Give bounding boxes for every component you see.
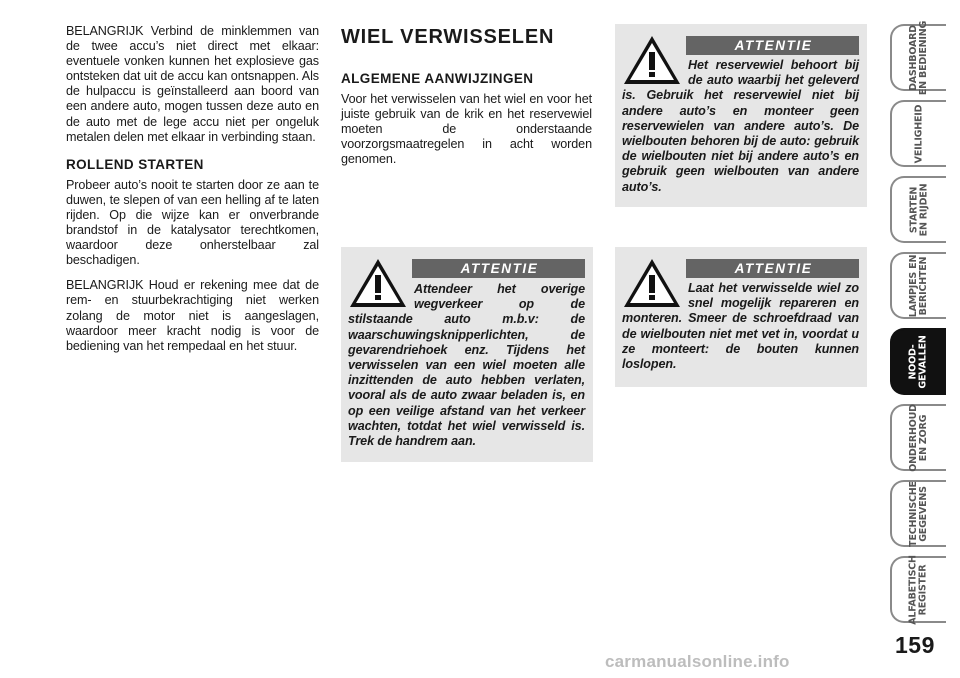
- watermark: carmanualsonline.info: [605, 652, 790, 671]
- tab-label: TECHNISCHE GEGEVENS: [908, 480, 930, 547]
- tab-label: DASHBOARD EN BEDIENING: [908, 20, 930, 95]
- general-instructions-heading: ALGEMENE AANWIJZINGEN: [341, 71, 534, 86]
- tab-label: LAMPJES EN BERICHTEN: [908, 254, 929, 317]
- tab-label: ALFABETISCH REGISTER: [908, 554, 929, 625]
- tab-emergencies[interactable]: [890, 328, 946, 395]
- attentie-banner: ATTENTIE: [686, 36, 859, 55]
- warning-text: Laat het verwisselde wiel zo snel mogelijk repareren en monteren. Smeer de schroefdraad van de wielbouten niet met vet in, voordat u ze monteert: de bouten kunnen loslopen.: [622, 281, 859, 372]
- general-instructions-paragraph: Voor het verwisselen van het wiel en voor het juiste gebruik van de krik en het reservewiel moeten de onderstaande voorzorgsmaatregelen in acht worden genomen.: [341, 92, 592, 167]
- warning-box-traffic: [341, 247, 593, 462]
- tab-label: NOOD- GEVALLEN: [907, 334, 929, 389]
- tab-safety[interactable]: [890, 100, 946, 167]
- attentie-banner: ATTENTIE: [412, 259, 585, 278]
- warning-text: Attendeer het overige wegverkeer op de stilstaande auto m.b.v: de waarschuwingsknipperlichten, de gevarendriehoek enz. Tijdens het verwisselen van een wiel moeten alle inzittenden de auto hebben verlaten, vooral als de auto zwaar beladen is, en op een veilige afstand van het verkeer wachten, totdat het wiel verwisseld is. Trek de handrem aan.: [348, 282, 585, 449]
- warning-box-repair: [615, 247, 867, 387]
- page-number: 159: [895, 632, 935, 658]
- middle-column: [341, 24, 592, 177]
- tab-label: STARTEN EN RIJDEN: [907, 183, 929, 236]
- attentie-banner: ATTENTIE: [686, 259, 859, 278]
- warning-triangle-icon: [622, 257, 682, 309]
- tab-label: VEILIGHEID: [913, 104, 924, 163]
- tab-dashboard[interactable]: [890, 20, 946, 95]
- rolling-start-paragraph: Probeer auto’s nooit te starten door ze aan te duwen, te slepen of van een helling af te laten rijden. Op die wijze kan er onverbrande brandstof in de katalysator terechtkomen, waardoor deze onherstelbaar zal beschadigen.: [66, 177, 319, 268]
- tab-maintenance[interactable]: [890, 404, 946, 471]
- tab-starting-driving[interactable]: [890, 176, 946, 243]
- rolling-start-heading: ROLLEND STARTEN: [66, 156, 204, 172]
- warning-triangle-icon: [622, 34, 682, 86]
- section-title: WIEL VERWISSELEN: [341, 26, 555, 48]
- tab-label: ONDERHOUD EN ZORG: [908, 403, 930, 472]
- warning-box-spare-wheel: [615, 24, 867, 207]
- tab-index[interactable]: [890, 556, 946, 623]
- left-column: [66, 24, 319, 364]
- warning-text: Het reservewiel behoort bij de auto waarbij het geleverd is. Gebruik het reservewiel niet bij andere auto’s en monteer geen reservewielen van andere auto’s. De wielbouten behoren bij de auto: gebruik de wielbouten niet bij andere auto’s en gebruik geen wielbouten van andere auto’s.: [622, 58, 859, 194]
- brake-steering-paragraph: BELANGRIJK Houd er rekening mee dat de rem- en stuurbekrachtiging niet werken zolang de motor niet is aangeslagen, waardoor meer kracht nodig is voor de bediening van het rempedaal en het stuur.: [66, 278, 319, 353]
- warning-triangle-icon: [348, 257, 408, 309]
- tab-warning-lights[interactable]: [890, 252, 946, 319]
- battery-warning-paragraph: BELANGRIJK Verbind de minklemmen van de twee accu’s niet direct met elkaar: eventuele vonken kunnen het explosieve gas ontsteken dat uit de accu kan ontsnappen. Als de hulpaccu is geïnstalleerd aan boord van een andere auto, mogen tussen deze auto en de auto met de lege accu niet per ongeluk metalen delen met elkaar in verbinding staan.: [66, 24, 319, 144]
- tab-technical-data[interactable]: [890, 480, 946, 547]
